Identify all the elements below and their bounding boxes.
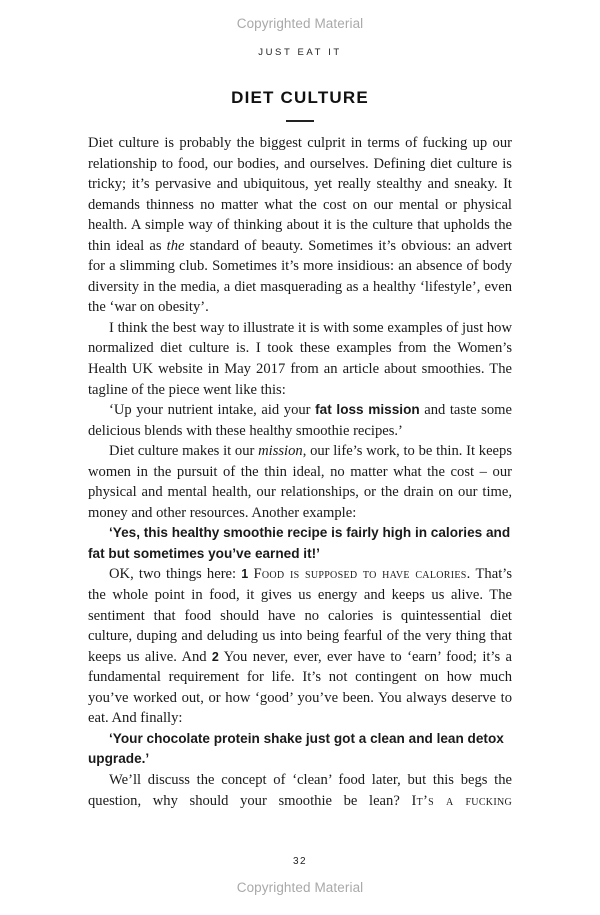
copyright-watermark-top: Copyrighted Material [236,16,364,31]
paragraph-2: I think the best way to illustrate it is with some examples of just how normalized diet culture is. I took these examples from the Women’s Health UK website in May 2017 from an article about smoothies. The tagline of the piece went like this: [88,319,512,398]
copyright-watermark-bottom: Copyrighted Material [236,880,364,895]
pull-quote-earned-it: ‘Yes, this healthy smoothie recipe is fairly high in calories and fat but sometimes you’ve earned it!’ [88,525,511,561]
paragraph-4: OK, two things here: 1 Food is supposed to have calories. That’s the whole point in food, it gives us energy and keeps us alive. The sentiment that food should have no calories is quintessential diet culture, duping and deluding us into being fearful of the very thing that keeps us alive. And 2 You never, ever, ever have to ‘earn’ food; it’s a fundamental requirement for life. It’s not contingent on how much you’ve worked out, or how ‘good’ you’ve been. You always deserve to eat. And finally: [88,566,512,727]
running-head: JUST EAT IT [258,47,342,58]
title-underline-rule [286,120,314,122]
point-number-1: 1 [241,567,249,582]
page-number: 32 [292,856,308,867]
bold-fat-loss-mission: fat loss mission [315,402,420,418]
chapter-title: DIET CULTURE [231,88,369,107]
small-caps-its-a-fucking: It’s a fucking [411,792,512,809]
emphasis-mission: mission [258,443,303,460]
body-text [88,133,512,811]
point-number-2: 2 [211,649,219,664]
small-caps-calories: Food is supposed to have calories. [253,566,471,583]
pull-quote-detox-upgrade: ‘Your chocolate protein shake just got a clean and lean detox upgrade.’ [88,730,504,767]
paragraph-3: Diet culture makes it our mission, our life’s work, to be thin. It keeps women in the pursuit of the thin ideal, no matter what the cost – our physical and mental health, our relationships, or the drain on our time, money and other resources. Another example: [88,443,513,521]
paragraph-5: We’ll discuss the concept of ‘clean’ food later, but this begs the question, why should your smoothie be lean? It’s a fucking [88,771,512,809]
quote-tagline: ‘Up your nutrient intake, aid your fat loss mission and taste some delicious blends with these healthy smoothie recipes.’ [88,402,512,439]
paragraph-1: Diet culture is probably the biggest culprit in terms of fucking up our relationship to food, our bodies, and ourselves. Defining diet culture is tricky; it’s pervasive and ubiquitous, yet really stealthy and sneaky. It demands thinness no matter what the cost on our mental or physical health. A simple way of thinking about it is the culture that upholds the thin ideal as the standard of beauty. Sometimes it’s obvious: an advert for a slimming club. Sometimes it’s more insidious: an absence of body diversity in the media, a diet masquerading as a healthy ‘lifestyle’, even the ‘war on obesity’. [88,135,512,316]
emphasis-the: the [166,237,185,254]
